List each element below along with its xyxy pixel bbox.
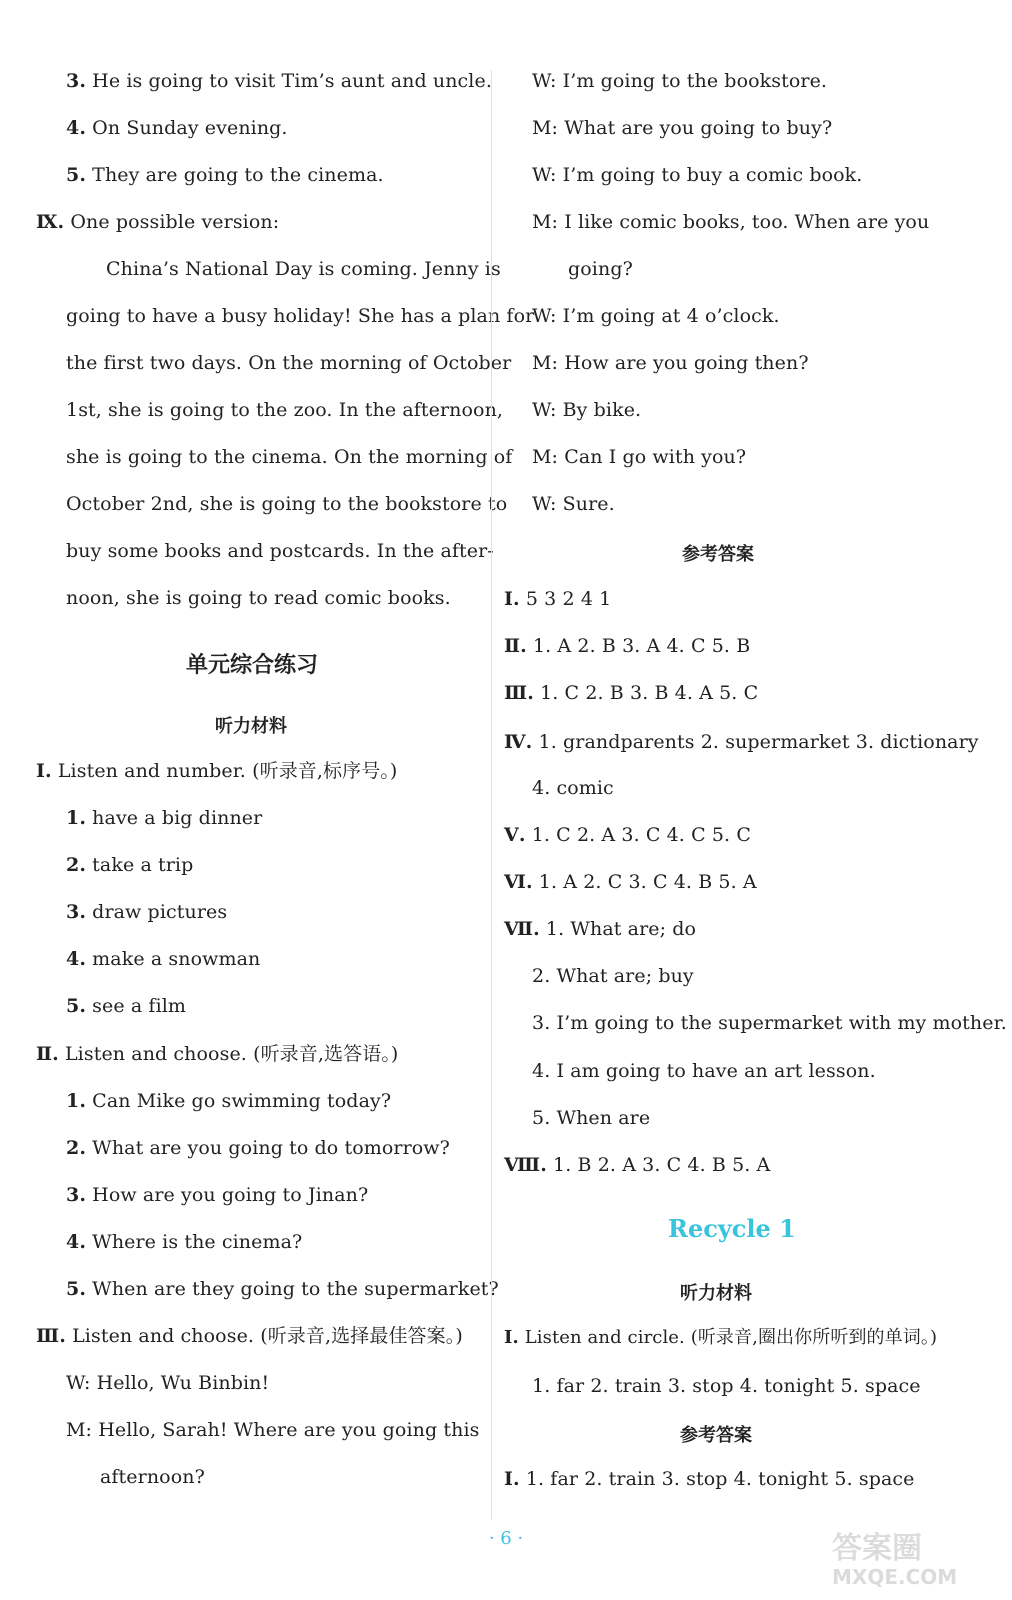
section-label: Ⅲ. Listen and choose. (听录音,选择最佳答案。)	[36, 1325, 463, 1347]
answer-line: 4. On Sunday evening.	[66, 117, 288, 139]
answer-line: Ⅴ. 1. C 2. A 3. C 4. C 5. C	[504, 824, 751, 846]
column-divider	[491, 70, 492, 1520]
list-item: 4. Where is the cinema?	[66, 1231, 303, 1253]
listening-heading: 听力材料	[215, 716, 287, 737]
answer-line: Ⅷ. 1. B 2. A 3. C 4. B 5. A	[504, 1154, 771, 1176]
watermark-logo	[822, 1520, 1002, 1590]
list-item: 5. see a film	[66, 995, 187, 1017]
recycle-heading: Recycle 1	[668, 1214, 796, 1243]
dialogue-line: M: How are you going then?	[532, 352, 809, 374]
section-label: Ⅸ. One possible version:	[36, 211, 280, 233]
list-item: 4. make a snowman	[66, 948, 261, 970]
answer-line: Ⅰ. 5 3 2 4 1	[504, 588, 612, 610]
dialogue-line: W: I’m going to the bookstore.	[532, 70, 828, 92]
list-item: 2. take a trip	[66, 854, 194, 876]
listening-heading: 听力材料	[680, 1283, 752, 1304]
dialogue-line: W: I’m going at 4 o’clock.	[532, 305, 780, 327]
dialogue-line: afternoon?	[100, 1466, 205, 1488]
list-item: 3. How are you going to Jinan?	[66, 1184, 369, 1206]
answer-line: 5. They are going to the cinema.	[66, 164, 384, 186]
essay-line: China’s National Day is coming. Jenny is	[106, 258, 501, 280]
answer-line: 5. When are	[532, 1107, 651, 1129]
answer-line: 4. comic	[532, 777, 614, 799]
answer-line: 3. I’m going to the supermarket with my mother.	[532, 1012, 1007, 1034]
list-item: 5. When are they going to the supermarket?	[66, 1278, 499, 1300]
answers-heading: 参考答案	[680, 1425, 752, 1446]
list-item: 2. What are you going to do tomorrow?	[66, 1137, 450, 1159]
list-item: 3. draw pictures	[66, 901, 228, 923]
unit-heading: 单元综合练习	[186, 653, 319, 678]
list-item: 1. far 2. train 3. stop 4. tonight 5. space	[532, 1375, 921, 1397]
answer-line: Ⅶ. 1. What are; do	[504, 918, 697, 940]
essay-line: noon, she is going to read comic books.	[66, 587, 451, 609]
dialogue-line: W: I’m going to buy a comic book.	[532, 164, 863, 186]
answer-line: 2. What are; buy	[532, 965, 694, 987]
svg-text:MXQE.COM: MXQE.COM	[832, 1565, 958, 1589]
dialogue-line: going?	[568, 258, 633, 280]
dialogue-line: M: I like comic books, too. When are you	[532, 211, 930, 233]
page-number: · 6 ·	[488, 1528, 524, 1549]
answer-line: 3. He is going to visit Tim’s aunt and uncle.	[66, 70, 492, 92]
dialogue-line: M: What are you going to buy?	[532, 117, 833, 139]
section-label: Ⅱ. Listen and choose. (听录音,选答语。)	[36, 1043, 399, 1065]
dialogue-line: W: Hello, Wu Binbin!	[66, 1372, 270, 1394]
section-label: Ⅰ. Listen and number. (听录音,标序号。)	[36, 760, 398, 782]
essay-line: 1st, she is going to the zoo. In the afternoon,	[66, 399, 504, 421]
list-item: 1. have a big dinner	[66, 807, 263, 829]
essay-line: October 2nd, she is going to the bookstore to	[66, 493, 508, 515]
dialogue-line: W: Sure.	[532, 493, 615, 515]
svg-text:答案圈: 答案圈	[832, 1531, 922, 1566]
dialogue-line: W: By bike.	[532, 399, 642, 421]
essay-line: the first two days. On the morning of October	[66, 352, 512, 374]
essay-line: going to have a busy holiday! She has a plan for	[66, 305, 535, 327]
essay-line: she is going to the cinema. On the morning of	[66, 446, 513, 468]
answer-line: Ⅰ. 1. far 2. train 3. stop 4. tonight 5. space	[504, 1468, 915, 1490]
list-item: 1. Can Mike go swimming today?	[66, 1090, 392, 1112]
answer-line: Ⅵ. 1. A 2. C 3. C 4. B 5. A	[504, 871, 757, 893]
essay-line: buy some books and postcards. In the after-	[66, 540, 494, 562]
answers-heading: 参考答案	[682, 544, 754, 565]
answer-line: Ⅱ. 1. A 2. B 3. A 4. C 5. B	[504, 635, 751, 657]
answer-line: 4. I am going to have an art lesson.	[532, 1060, 876, 1082]
answer-line: Ⅲ. 1. C 2. B 3. B 4. A 5. C	[504, 682, 759, 704]
answer-line: Ⅳ. 1. grandparents 2. supermarket 3. dictionary	[504, 731, 979, 753]
dialogue-line: M: Hello, Sarah! Where are you going this	[66, 1419, 480, 1441]
dialogue-line: M: Can I go with you?	[532, 446, 747, 468]
section-label: Ⅰ. Listen and circle. (听录音,圈出你所听到的单词。)	[504, 1327, 938, 1348]
